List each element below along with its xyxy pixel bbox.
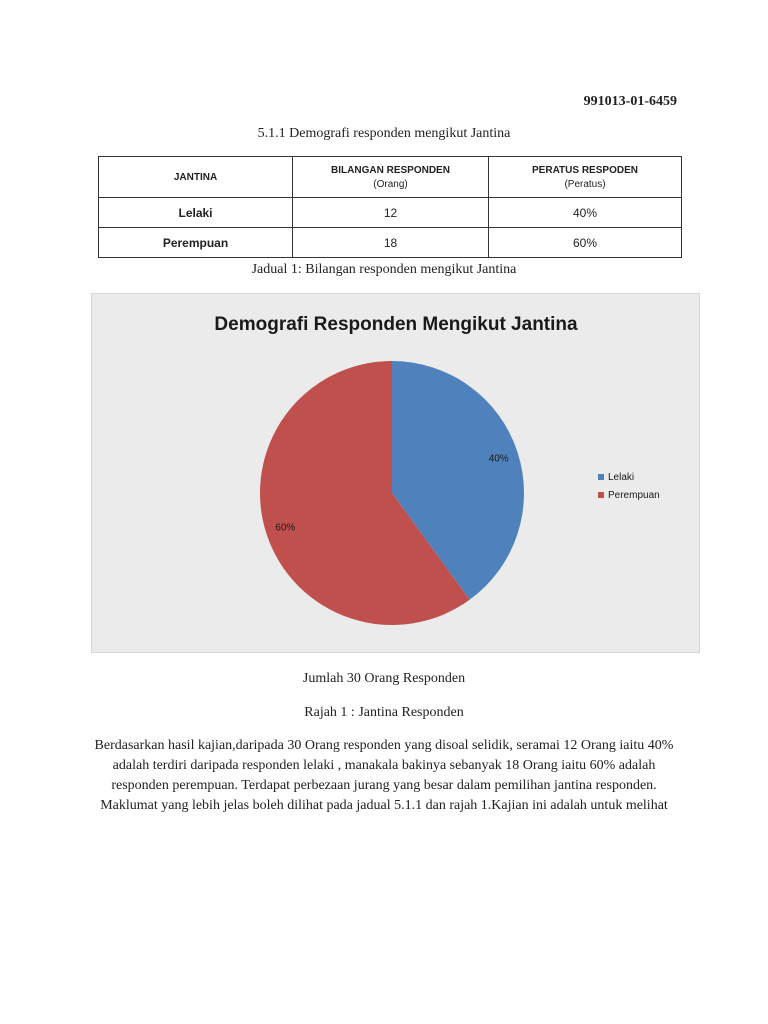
document-id: 991013-01-6459 [583, 94, 677, 109]
chart-legend [598, 472, 660, 501]
slice-data-label: 40% [488, 453, 509, 465]
table-header-row [99, 157, 682, 198]
table-cell: 12 [293, 198, 489, 228]
chart-title: Demografi Responden Mengikut Jantina [214, 314, 578, 335]
table-caption: Jadual 1: Bilangan responden mengikut Jantina [251, 262, 517, 277]
table-header-cell [489, 157, 682, 198]
table-cell: 18 [293, 228, 489, 258]
header-sublabel: (Orang) [373, 178, 408, 190]
table-header-cell [293, 157, 489, 198]
table-row [99, 228, 682, 258]
table-cell: Lelaki [99, 198, 293, 228]
table-cell: 60% [489, 228, 682, 258]
header-label: JANTINA [173, 171, 218, 183]
table-row [99, 198, 682, 228]
table-cell: Perempuan [99, 228, 293, 258]
header-label: PERATUS RESPODEN [532, 164, 638, 176]
legend-swatch [598, 474, 604, 480]
pie-chart [91, 293, 700, 653]
table-header-cell [99, 157, 293, 198]
slice-data-label: 60% [275, 522, 296, 534]
legend-label: Perempuan [608, 490, 660, 501]
legend-label: Lelaki [608, 472, 635, 483]
header-label: BILANGAN RESPONDEN [331, 164, 450, 176]
chart-subcaption: Jumlah 30 Orang Responden [302, 671, 466, 686]
table-cell: 40% [489, 198, 682, 228]
pie-slices [260, 361, 524, 625]
pie-chart-svg [92, 294, 699, 652]
header-sublabel: (Peratus) [564, 178, 606, 190]
body-paragraph: Berdasarkan hasil kajian,daripada 30 Orang responden yang disoal selidik, seramai 12 Orang iaitu 40% adalah terdiri daripada responden lelaki , manakala bakinya sebanyak 18 Orang iaitu 60% adalah responden perempuan. Terdapat perbezaan jurang yang besar dalam pemilihan jantina responden. Maklumat yang lebih jelas boleh dilihat pada jadual 5.1.1 dan rajah 1.Kajian ini adalah untuk melihat [94, 738, 674, 813]
figure-caption: Rajah 1 : Jantina Responden [304, 705, 464, 720]
demographics-table [98, 156, 682, 258]
legend-swatch [598, 492, 604, 498]
section-heading: 5.1.1 Demografi responden mengikut Jantina [257, 126, 511, 141]
